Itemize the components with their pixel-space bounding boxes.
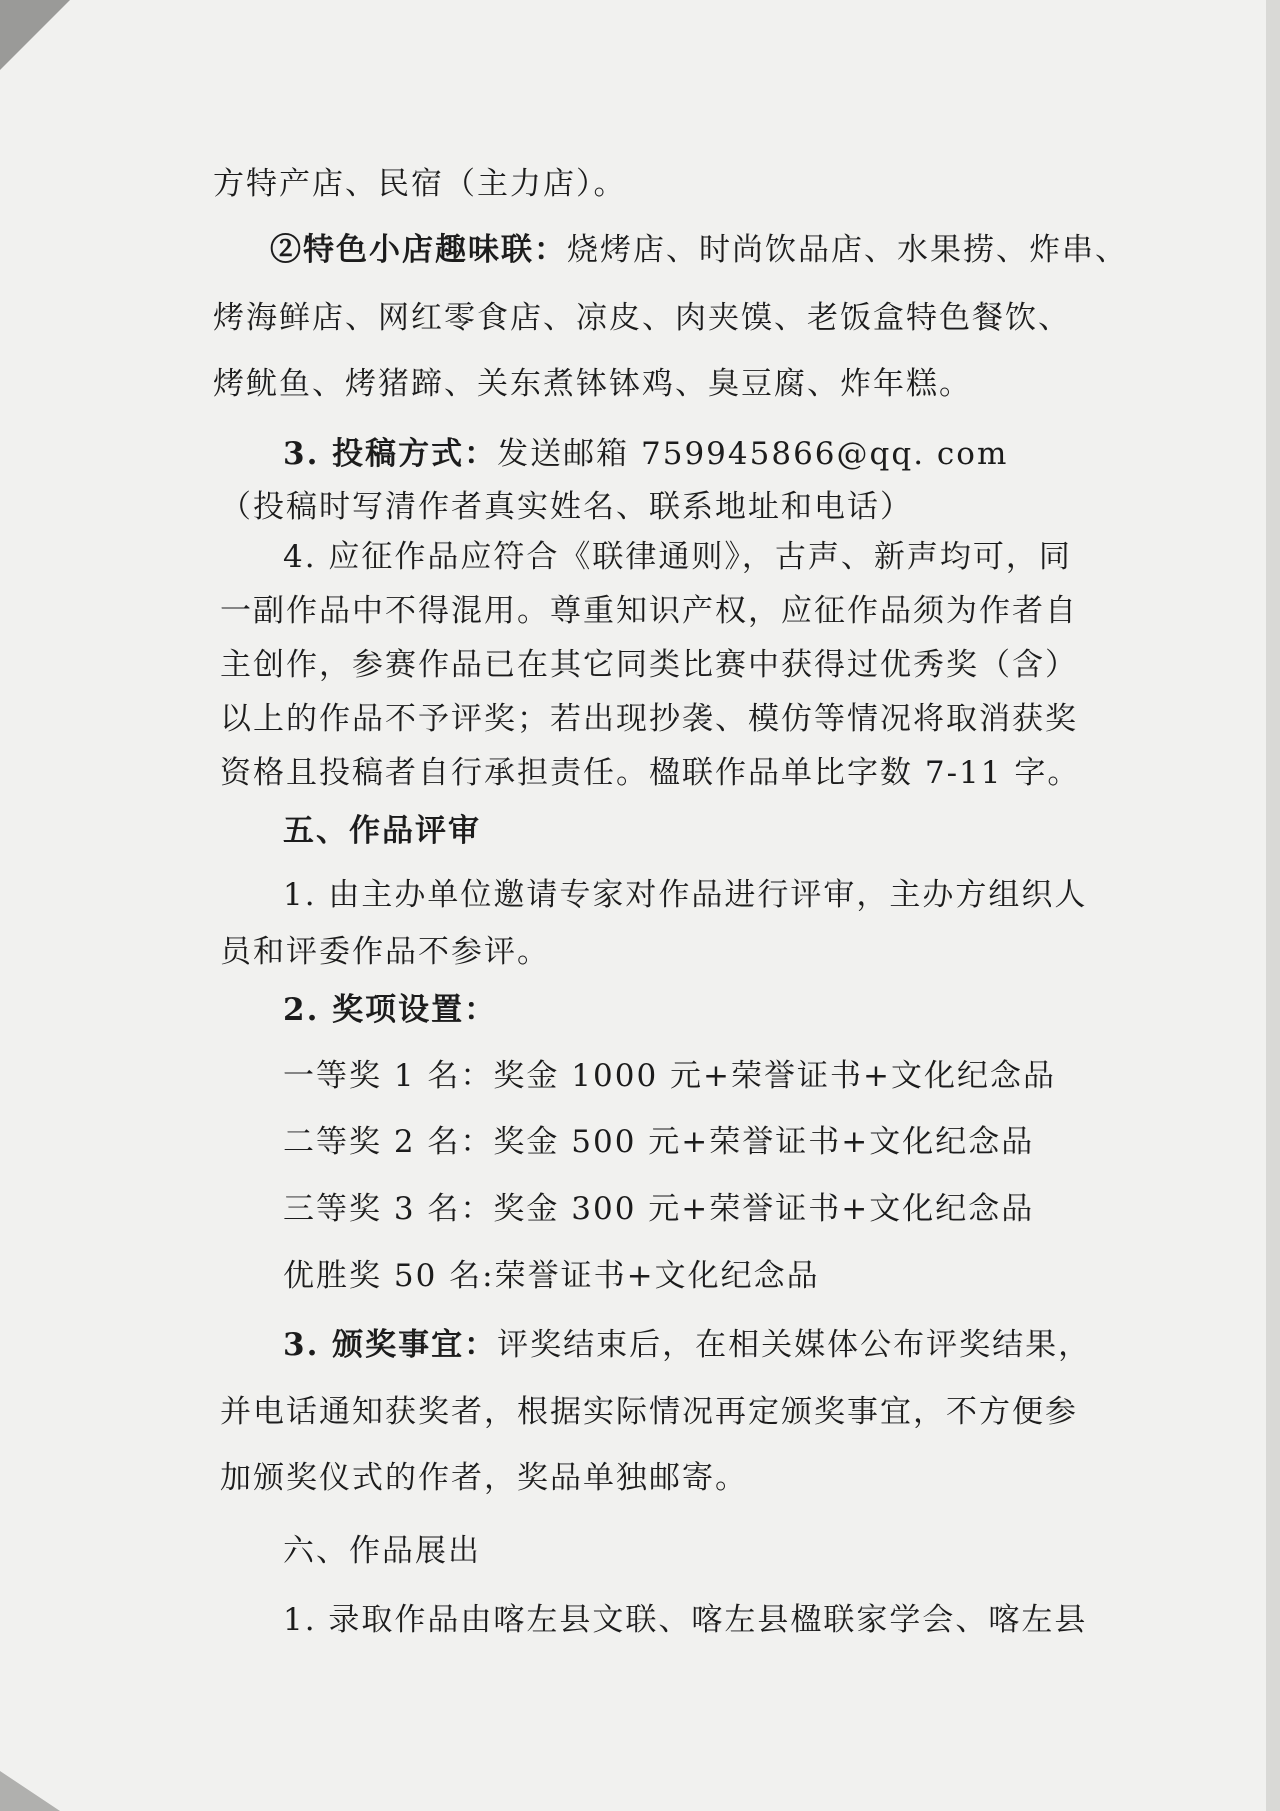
submission-email: 发送邮箱 759945866@qq. com bbox=[497, 436, 1009, 472]
text-line-small-shop-couplet: ②特色小店趣味联：烧烤店、时尚饮品店、水果捞、炸串、 bbox=[270, 232, 1128, 268]
text-line-submission-method bbox=[283, 434, 1008, 474]
award-second-prize: 二等奖 2 名：奖金 500 元+荣誉证书+文化纪念品 bbox=[283, 1124, 1035, 1160]
text-line-submission-note: （投稿时写清作者真实姓名、联系地址和电话） bbox=[220, 489, 913, 525]
award-third-prize: 三等奖 3 名：奖金 300 元+荣誉证书+文化纪念品 bbox=[283, 1191, 1035, 1227]
award-merit-prize: 优胜奖 50 名:荣誉证书+文化纪念品 bbox=[283, 1258, 820, 1294]
text-line-rules-5: 资格且投稿者自行承担责任。楹联作品单比字数 7-11 字。 bbox=[220, 755, 1081, 791]
text-line-exhibition-1: 1. 录取作品由喀左县文联、喀左县楹联家学会、喀左县 bbox=[283, 1602, 1088, 1638]
text-line-awards-heading bbox=[283, 990, 497, 1030]
text-line-review-2: 员和评委作品不参评。 bbox=[220, 934, 550, 970]
text-line-shop-types-end: 方特产店、民宿（主力店）。 bbox=[213, 166, 627, 202]
text-line-rules-4: 以上的作品不予评奖；若出现抄袭、模仿等情况将取消获奖 bbox=[220, 701, 1078, 737]
submission-label: 3. 投稿方式： bbox=[283, 436, 498, 472]
text-line-review-1: 1. 由主办单位邀请专家对作品进行评审，主办方组织人 bbox=[283, 877, 1088, 913]
section-heading-review: 五、作品评审 bbox=[283, 813, 481, 849]
text-line-rules-2: 一副作品中不得混用。尊重知识产权，应征作品须为作者自 bbox=[220, 593, 1078, 629]
text-line-shop-list-3: 烤鱿鱼、烤猪蹄、关东煮钵钵鸡、臭豆腐、炸年糕。 bbox=[213, 366, 972, 402]
scan-edge bbox=[1266, 0, 1280, 1811]
text-line-ceremony-3: 加颁奖仪式的作者，奖品单独邮寄。 bbox=[220, 1460, 748, 1496]
text-line-ceremony-1: 3. 颁奖事宜：评奖结束后，在相关媒体公布评奖结果， bbox=[283, 1327, 1092, 1363]
scan-corner-shadow-bottom bbox=[0, 1771, 60, 1811]
awards-label: 2. 奖项设置： bbox=[283, 992, 498, 1028]
text-line-shop-list-2: 烤海鲜店、网红零食店、凉皮、肉夹馍、老饭盒特色餐饮、 bbox=[213, 300, 1071, 336]
text-line-ceremony-2: 并电话通知获奖者，根据实际情况再定颁奖事宜，不方便参 bbox=[220, 1394, 1078, 1430]
ceremony-label: 3. 颁奖事宜： bbox=[283, 1327, 498, 1363]
scan-corner-shadow bbox=[0, 0, 70, 70]
small-shop-label: ②特色小店趣味联： bbox=[270, 232, 567, 268]
text-line-rules-1: 4. 应征作品应符合《联律通则》，古声、新声均可，同 bbox=[283, 539, 1072, 575]
award-first-prize: 一等奖 1 名：奖金 1000 元+荣誉证书+文化纪念品 bbox=[283, 1058, 1056, 1094]
text-line-rules-3: 主创作，参赛作品已在其它同类比赛中获得过优秀奖（含） bbox=[220, 647, 1078, 683]
section-heading-exhibition: 六、作品展出 bbox=[283, 1533, 481, 1569]
